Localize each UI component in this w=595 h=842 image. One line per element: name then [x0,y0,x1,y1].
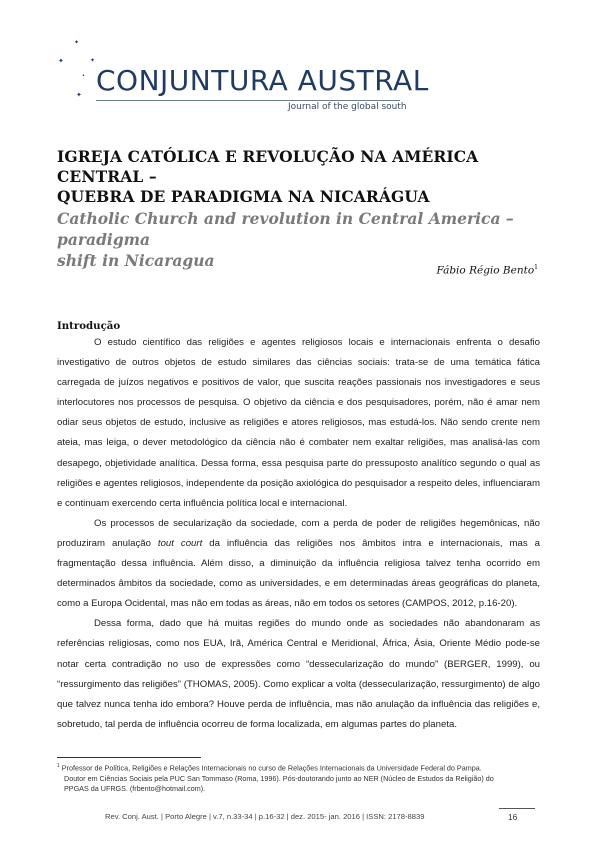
author-name: Fábio Régio Bento [436,264,535,277]
paragraph-2-emphasis: tout court [157,537,203,549]
article-title-english [57,208,547,271]
journal-tagline: Journal of the global south [288,102,407,112]
title-pt-line-2: QUEBRA DE PARADIGMA NA NICARÁGUA [57,187,430,206]
footnote-number: 1 [57,763,60,769]
star-icon: • [82,73,85,79]
title-en-line-1: Catholic Church and revolution in Central America – paradigma [57,209,514,249]
star-icon: ✦ [58,57,64,65]
journal-citation-footer: Rev. Conj. Aust. | Porto Alegre | v.7, n.33-34 | p.16-32 | dez. 2015- jan. 2016 | ISSN: 2178-8839 [105,812,425,821]
title-en-line-2: shift in Nicaragua [57,251,215,270]
logo-divider [96,100,400,101]
star-icon: ✦ [74,39,80,46]
author-byline [437,264,539,277]
article-title-portuguese [57,147,547,207]
paragraph-3: Dessa forma, dado que há muitas regiões do mundo onde as sociedades não abandonaram as referências religiosas, como nos EUA, Irã, América Central e Meridional, África, Ásia, Oriente Médio pode-se notar certa contradição no uso de expressões como “dessecularização do mundo” (BERGER, 1999), ou “ressurgimento das religiões” (THOMAS, 2005). Como explicar a volta (dessecularização, ressurgimento) de algo que talvez nunca tenha ido embora? Houve perda de influência, mas não anulação da influência das religiões e, sobretudo, tal perda de influência ocorreu de forma localizada, em algumas partes do planeta. [57,618,540,730]
article-body [57,333,540,735]
star-icon: ✦ [76,91,82,99]
footnote [57,761,542,795]
paragraph-2-text-cont: da influência das religiões nos âmbitos intra e internacionais, mas a fragmentação dessa influência. Além disso, a diminuição da influência religiosa talvez tenha ocorrido em determinados âmbitos da sociedade, como as universidades, e em determinadas áreas geográficas do planeta, como a Europa Ocidental, mas não em todas as áreas, não em todos os setores (CAMPOS, 2012, p.16-20). [57,537,540,610]
section-heading: Introdução [57,320,121,332]
star-icon: ✦ [90,57,96,64]
author-footnote-mark: 1 [534,264,538,271]
title-pt-line-1: IGREJA CATÓLICA E REVOLUÇÃO NA AMÉRICA CENTRAL – [57,147,479,186]
page-number: 16 [508,812,518,822]
footnote-line-1: Professor de Política, Religiões e Relações Internacionais no curso de Relações Internacionais da Universidade Federal do Pampa. [61,763,482,773]
page-number-rule [499,808,535,809]
footnote-line-3: PPGAS da UFRGS. (frbento@hotmail.com). [64,784,206,794]
journal-logo-text: CONJUNTURA AUSTRAL [96,64,429,97]
footnote-line-2: Doutor em Ciências Sociais pela PUC San Tommaso (Roma, 1996). Pós-doutorando junto ao NER (Núcleo de Estudos da Religião) do [64,773,494,783]
paragraph-2-text: Os processos de secularização da sociedade, com a perda de poder de religiões hegemônicas, não produziram anulação [57,517,540,549]
paragraph-2 [57,514,540,614]
journal-logo [56,39,429,120]
paragraph-1: O estudo científico das religiões e agentes religiosos locais e internacionais enfrenta o desafio investigativo de outros objetos de estudo similares das ciências sociais: trata-se de uma temática fática carregada de juízos negativos e positivos de valor, que suscita reações passionais nos investigadores e seus interlocutores nos processos de pesquisa. O objetivo da ciência e dos pesquisadores, porém, não é amar nem odiar seus objetos de estudo, inclusive as religiões e atores religiosos, mas estudá-los. Não sendo crente nem ateia, mas leiga, o dever metodológico da ciência não é combater nem exaltar religiões, mas analisá-las com desapego, objetividade analítica. Dessa forma, essa pesquisa parte do pressuposto analítico segundo o qual as religiões e agentes religiosos, independente da posição axiológica do pesquisador a respeito deles, influenciaram e continuam exercendo certa influência política local e internacional. [57,337,540,509]
footnote-divider [57,757,201,758]
